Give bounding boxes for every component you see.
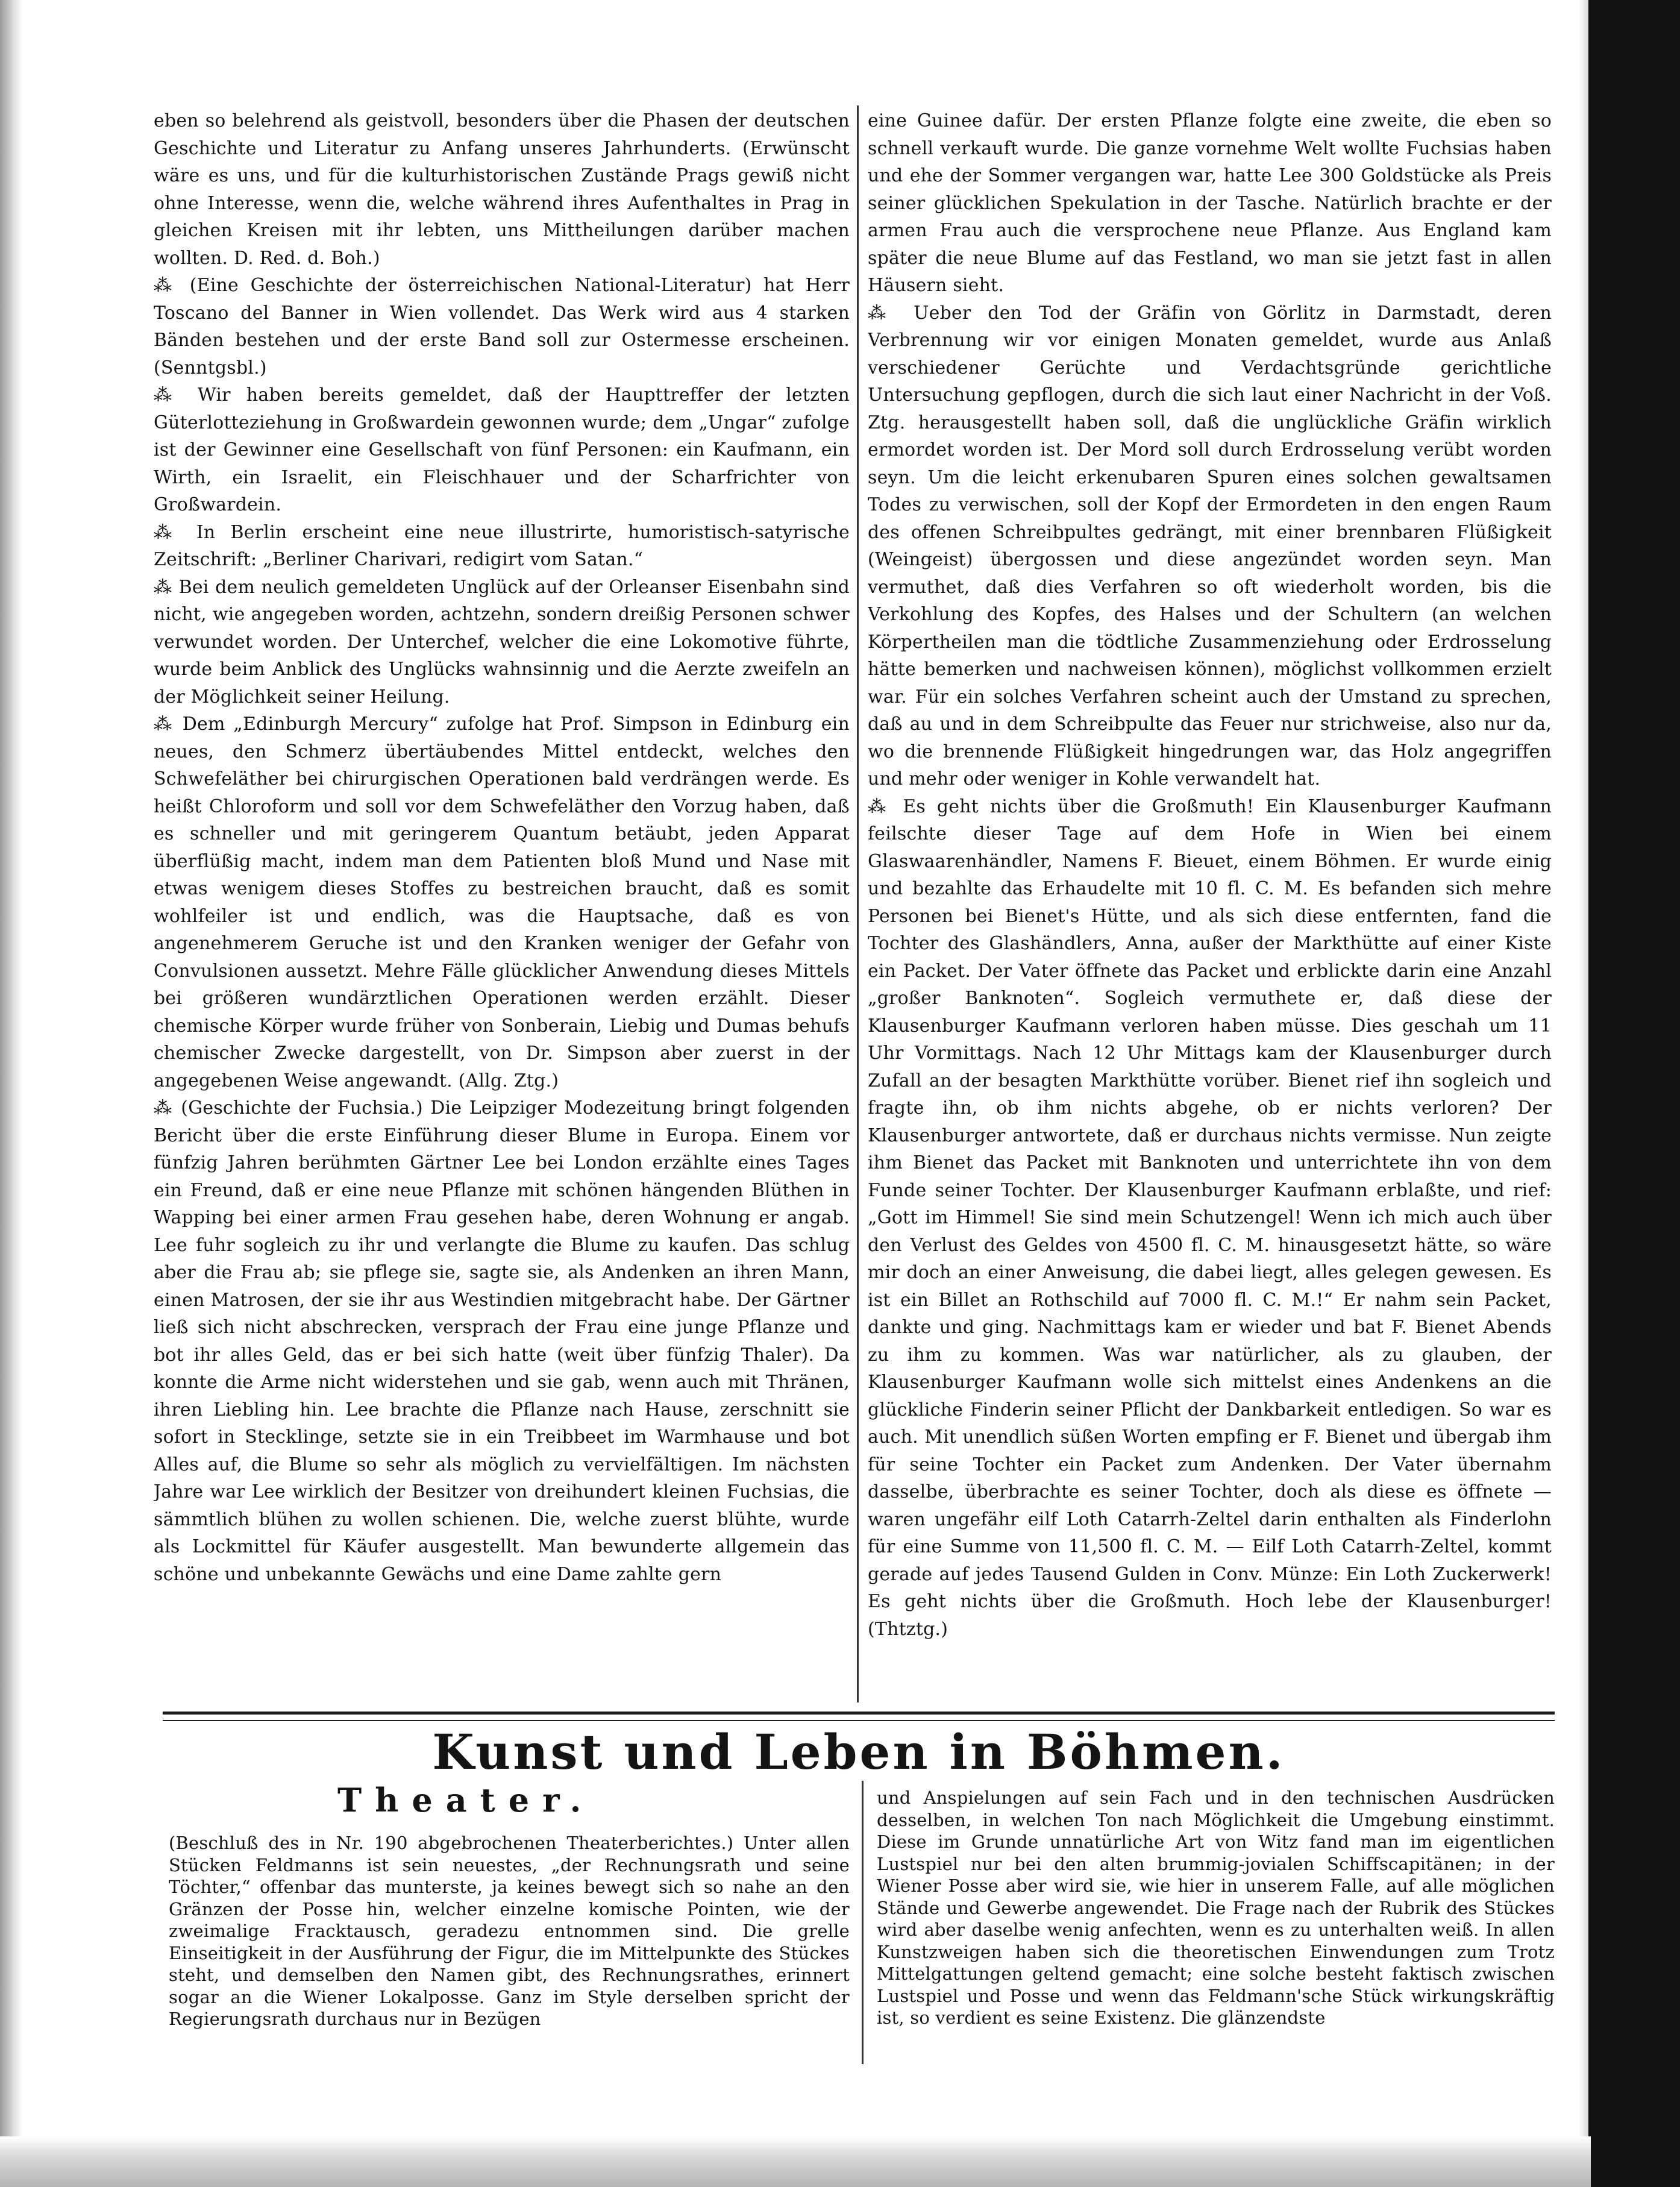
right-column (868, 107, 1552, 1710)
left-paragraph-1: eben so belehrend als geistvoll, besonders über die Phasen der deutschen Geschichte und Literatur zu Anfang unseres Jahrhunderts. (Erwünscht wäre es uns, und für die kulturhistorischen Zustände Prags gewiß nicht ohne Interesse, wenn die, welche während ihres Aufenthaltes in Prag in gleichen Kreisen mit ihr lebten, uns Mittheilungen darüber machen wollten. D. Red. d. Boh.) (154, 110, 850, 269)
left-paragraph-5: ⁂ Bei dem neulich gemeldeten Unglück auf der Orleanser Eisenbahn sind nicht, wie angegeben worden, achtzehn, sondern dreißig Personen schwer verwundet worden. Der Unterchef, welcher die eine Lokomotive führte, wurde beim Anblick des Unglücks wahnsinnig und die Aerzte zweifeln an der Möglichkeit seiner Heilung. (154, 576, 850, 708)
bottom-left-paragraph: (Beschluß des in Nr. 190 abgebrochenen Theaterberichtes.) Unter allen Stücken Feldmanns ist sein neuestes, „der Rechnungsrath und seine Töchter,“ offenbar das munterste, ja keines bewegt sich so nahe an den Gränzen der Posse hin, welcher einzelne komische Pointen, wie der zweimalige Fracktausch, geradezu entnommen sind. Die grelle Einseitigkeit in der Ausführung der Figur, die im Mittelpunkte des Stückes steht, und demselben den Namen gibt, des Rechnungsrathes, erinnert sogar an die Wiener Lokalposse. Ganz im Style derselben spricht der Regierungsrath durchaus nur in Bezügen (169, 1833, 850, 2029)
left-column (154, 107, 850, 1710)
bottom-right-column (877, 1787, 1555, 2061)
column-divider-bottom (862, 1781, 864, 2064)
scan-right-edge (1588, 0, 1680, 2187)
left-paragraph-3: ⁂ Wir haben bereits gemeldet, daß der Haupttreffer der letzten Güterlotteziehung in Großwardein gewonnen wurde; dem „Ungar“ zufolge ist der Gewinner eine Gesellschaft von fünf Personen: ein Kaufmann, ein Wirth, ein Israelit, ein Fleischhauer und der Scharfrichter von Großwardein. (154, 384, 850, 515)
left-paragraph-7: ⁂ (Geschichte der Fuchsia.) Die Leipziger Modezeitung bringt folgenden Bericht über die erste Einführung dieser Blume in Europa. Einem vor fünfzig Jahren berühmten Gärtner Lee bei London erzählte eines Tages ein Freund, daß er eine neue Pflanze mit schönen hängenden Blüthen in Wapping bei einer armen Frau gesehen habe, deren Wohnung er angab. Lee fuhr sogleich zu ihr und verlangte die Blume zu kaufen. Das schlug aber die Frau ab; sie pflege sie, sagte sie, als Andenken an ihren Mann, einen Matrosen, der sie ihr aus Westindien mitgebracht habe. Der Gärtner ließ sich nicht abschrecken, versprach der Frau eine junge Pflanze und bot ihr alles Geld, das er bei sich hatte (weit über fünfzig Thaler). Da konnte die Arme nicht widerstehen und sie gab, wenn auch mit Thränen, ihren Liebling hin. Lee brachte die Pflanze nach Hause, zerschnitt sie sofort in Stecklinge, setzte sie in ein Treibbeet im Warmhause und bot Alles auf, die Blume so sehr als möglich zu vervielfältigen. Im nächsten Jahre war Lee wirklich der Besitzer von dreihundert kleinen Fuchsias, die sämmtlich blühen zu wollen schienen. Die, welche zuerst blühte, wurde als Lockmittel für Käufer ausgestellt. Man bewunderte allgemein das schöne und unbekannte Gewächs und eine Dame zahlte gern (154, 1097, 850, 1585)
section-title: Kunst und Leben in Böhmen. (432, 1724, 1285, 1780)
right-paragraph-3: ⁂ Es geht nichts über die Großmuth! Ein Klausenburger Kaufmann feilschte dieser Tage auf dem Hofe in Wien bei einem Glaswaarenhändler, Namens F. Bieuet, einem Böhmen. Er wurde einig und bezahlte das Erhaudelte mit 10 fl. C. M. Es befanden sich mehre Personen bei Bienet's Hütte, und als sich diese entfernten, fand die Tochter des Glashändlers, Anna, außer der Markthütte auf einer Kiste ein Packet. Der Vater öffnete das Packet und erblickte darin eine Anzahl „großer Banknoten“. Sogleich vermuthete er, daß diese der Klausenburger Kaufmann verloren haben müsse. Dies geschah um 11 Uhr Vormittags. Nach 12 Uhr Mittags kam der Klausenburger durch Zufall an der besagten Markthütte vorüber. Bienet rief ihn sogleich und fragte ihn, ob ihm nichts abgehe, ob er nichts verloren? Der Klausenburger antwortete, daß er durchaus nichts vermisse. Nun zeigte ihm Bienet das Packet mit Banknoten und unterrichtete ihn von dem Funde seiner Tochter. Der Klausenburger Kaufmann erblaßte, und rief: „Gott im Himmel! Sie sind mein Schutzengel! Wenn ich mich auch über den Verlust des Geldes von 4500 fl. C. M. hinausgesetzt hätte, so wäre mir doch an einer Anweisung, die dabei liegt, alles gelegen gewesen. Es ist ein Billet an Rothschild auf 7000 fl. C. M.!“ Er nahm sein Packet, dankte und ging. Nachmittags kam er wieder und bat F. Bienet Abends zu ihm zu kommen. Was war natürlicher, als zu glauben, der Klausenburger Kaufmann wolle sich mittelst eines Andenkens an die glückliche Finderin seiner Pflicht der Dankbarkeit entledigen. So war es auch. Mit unendlich süßen Worten empfing er F. Bienet und übergab ihm für seine Tochter ein Packet zum Andenken. Der Vater übernahm dasselbe, überbrachte es seiner Tochter, doch als diese es öffnete — waren ungefähr eilf Loth Catarrh-Zeltel darin enthalten als Finderlohn für eine Summe von 11,500 fl. C. M. — Eilf Loth Catarrh-Zeltel, kommt gerade auf jedes Tausend Gulden in Conv. Münze: Ein Loth Zuckerwerk! Es geht nichts über die Großmuth. Hoch lebe der Klausenburger! (Thtztg.) (868, 795, 1552, 1640)
left-paragraph-4: ⁂ In Berlin erscheint eine neue illustrirte, humoristisch-satyrische Zeitschrift: „Berliner Charivari, redigirt vom Satan.“ (154, 521, 850, 570)
left-paragraph-2: ⁂ (Eine Geschichte der österreichischen National-Literatur) hat Herr Toscano del Banner in Wien vollendet. Das Werk wird aus 4 starken Bänden bestehen und der erste Band soll zur Ostermesse erscheinen. (Senntgsbl.) (154, 275, 850, 378)
scan-bottom-edge (0, 2136, 1591, 2187)
left-paragraph-6: ⁂ Dem „Edinburgh Mercury“ zufolge hat Prof. Simpson in Edinburg ein neues, den Schmerz übertäubendes Mittel entdeckt, welches den Schwefeläther bei chirurgischen Operationen bald verdrängen werde. Es heißt Chloroform und soll vor dem Schwefeläther den Vorzug haben, daß es schneller und mit geringerem Quantum betäubt, jeden Apparat überflüßig macht, indem man dem Patienten bloß Mund und Nase mit etwas wenigem dieses Stoffes zu bestreichen braucht, daß es somit wohlfeiler ist und endlich, was die Hauptsache, daß es von angenehmerem Geruche ist und den Kranken weniger der Gefahr von Convulsionen aussetzt. Mehre Fälle glücklicher Anwendung dieses Mittels bei größeren wundärztlichen Operationen werden erzählt. Dieser chemische Körper wurde früher von Sonberain, Liebig und Dumas behufs chemischer Zwecke dargestellt, von Dr. Simpson aber zuerst in der angegebenen Weise angewandt. (Allg. Ztg.) (154, 714, 850, 1091)
scan-left-edge (0, 0, 23, 2187)
section-rule (163, 1712, 1555, 1721)
right-paragraph-1: eine Guinee dafür. Der ersten Pflanze folgte eine zweite, die eben so schnell verkauft wurde. Die ganze vornehme Welt wollte Fuchsias haben und ehe der Sommer vergangen war, hatte Lee 300 Goldstücke als Preis seiner glücklichen Spekulation in der Tasche. Natürlich brachte er der armen Frau auch die versprochene neue Pflanze. Aus England kam später die neue Blume auf das Festland, wo man sie jetzt fast in allen Häusern sieht. (868, 110, 1552, 296)
right-paragraph-2: ⁂ Ueber den Tod der Gräfin von Görlitz in Darmstadt, deren Verbrennung wir vor einigen Monaten gemeldet, wurde aus Anlaß verschiedener Gerüchte und Verdachtsgründe gerichtliche Untersuchung gepflogen, durch die sich laut einer Nachricht in der Voß. Ztg. herausgestellt haben soll, daß die unglückliche Gräfin wirklich ermordet worden ist. Der Mord soll durch Erdrosselung verübt worden seyn. Um die leicht erkenubaren Spuren eines solchen gewaltsamen Todes zu verwischen, soll der Kopf der Ermordeten in den engen Raum des offenen Schreibpultes gedrängt, mit einer brennbaren Flüßigkeit (Weingeist) übergossen und diese angezündet worden seyn. Man vermuthet, daß dies Verfahren so oft wiederholt worden, bis die Verkohlung des Kopfes, des Halses und der Schultern (an welchen Körpertheilen man die tödtliche Zusammenziehung oder Erdrosselung hätte bemerken und nachweisen können), möglichst vollkommen erzielt war. Für ein solches Verfahren scheint auch der Umstand zu sprechen, daß au und in dem Schreibpulte das Feuer nur strichweise, also nur da, wo die brennende Flüßigkeit hingedrungen war, das Holz angegriffen und mehr oder weniger in Kohle verwandelt hat. (868, 302, 1552, 789)
column-divider-top (857, 105, 859, 1702)
bottom-left-column (169, 1832, 850, 2061)
section-subtitle: Theater. (337, 1781, 595, 1819)
bottom-right-paragraph: und Anspielungen auf sein Fach und in den technischen Ausdrücken desselben, in welchen Ton nach Möglichkeit die Umgebung einstimmt. Diese im Grunde unnatürliche Art von Witz fand man im eigentlichen Lustspiel nur bei den alten brummig-jovialen Schiffscapitänen; in der Wiener Posse aber wird sie, wie hier in unserem Falle, auf alle möglichen Stände und Gewerbe angewendet. Die Frage nach der Rubrik des Stückes wird aber daselbe wenig anfechten, wenn es zu unterhalten weiß. In allen Kunstzweigen haben sich die theoretischen Einwendungen zum Trotz Mittelgattungen geltend gemacht; eine solche besteht faktisch zwischen Lustspiel und Posse und wenn das Feldmann'sche Stück wirkungskräftig ist, so verdient es seine Existenz. Die glänzendste (877, 1787, 1555, 2028)
